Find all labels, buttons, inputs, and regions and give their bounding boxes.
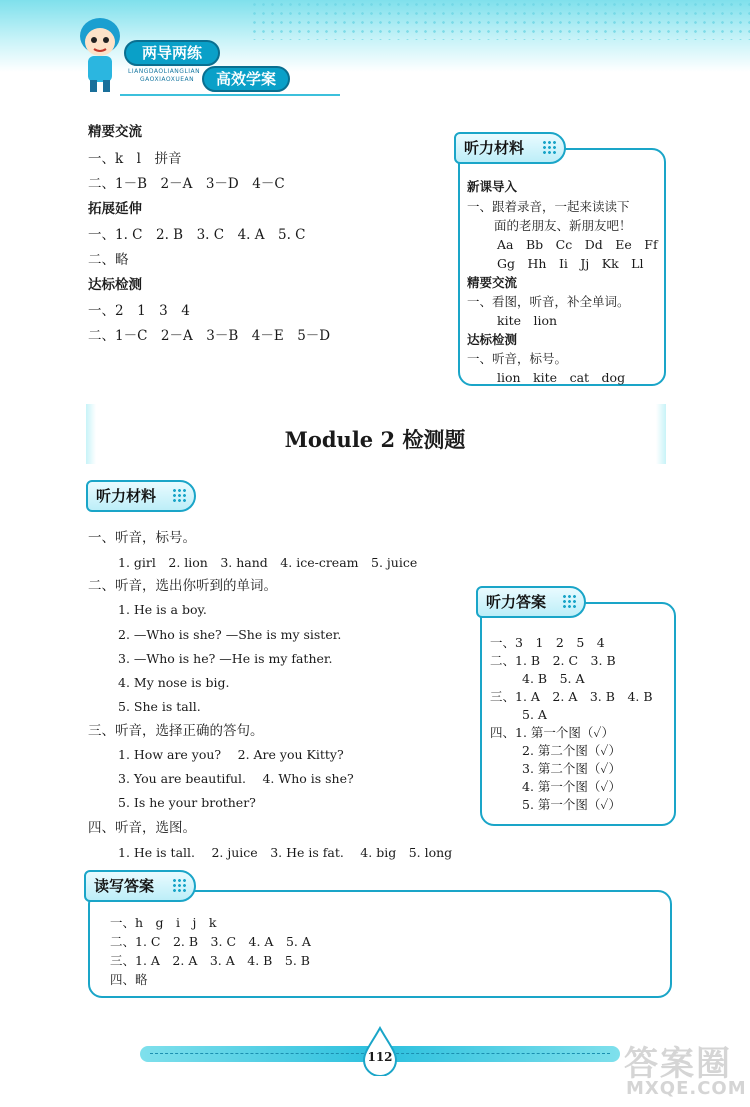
section-heading: 拓展延伸: [88, 201, 142, 217]
tag-label: 读写答案: [94, 877, 155, 895]
mascot-icon: [72, 16, 128, 94]
answer-line: 三、1. A 2. A 3. B 4. B: [490, 689, 653, 704]
watermark: [618, 1036, 747, 1102]
answer-line: 2. 第二个图（✓）: [522, 743, 621, 758]
answer-line: 一、h g i j k: [110, 915, 217, 930]
box-heading: 达标检测: [467, 332, 518, 347]
listening-answers-tag: [476, 586, 586, 618]
box-line: 一、听音，标号。: [467, 351, 568, 366]
box-line: kite lion: [497, 313, 558, 328]
answer-line: 二、1－C 2－A 3－B 4－E 5－D: [88, 328, 331, 344]
watermark-text-bottom: MXQE.COM: [626, 1078, 747, 1099]
dots-icon: [172, 488, 188, 504]
answer-line: 二、1. C 2. B 3. C 4. A 5. A: [110, 934, 311, 949]
answer-line: 3. 第二个图（✓）: [522, 761, 621, 776]
box-line: Gg Hh Ii Jj Kk Ll: [497, 256, 644, 271]
answer-line: 三、1. A 2. A 3. A 4. B 5. B: [110, 953, 310, 968]
brand-main-badge: 两导两练: [124, 40, 220, 66]
question-item: 4. My nose is big.: [118, 675, 230, 690]
question-heading: 三、听音，选择正确的答句。: [88, 723, 264, 739]
answer-line: 四、1. 第一个图（✓）: [490, 725, 614, 740]
box-line: 面的老朋友、新朋友吧！: [494, 218, 632, 233]
brand-secondary-badge: 高效学案: [202, 66, 290, 92]
question-item: 5. She is tall.: [118, 699, 201, 714]
dots-icon: [542, 140, 558, 156]
listening-tag-top: [454, 132, 566, 164]
question-item: 1. How are you? 2. Are you Kitty?: [118, 747, 344, 762]
question-items: 1. He is tall. 2. juice 3. He is fat. 4. big 5. long: [118, 845, 453, 860]
brand-underline: [120, 94, 340, 96]
listening-material-tag: [86, 480, 196, 512]
answer-line: 二、1－B 2－A 3－D 4－C: [88, 176, 285, 192]
box-heading: 新课导入: [467, 179, 518, 194]
answer-line: 一、2 1 3 4: [88, 303, 190, 319]
dots-icon: [172, 878, 188, 894]
brand-pinyin-line-1: LIANGDAOLIANGLIAN: [128, 68, 201, 75]
reading-answers-tag: [84, 870, 196, 902]
answer-line: 一、k l 拼音: [88, 151, 182, 167]
question-item: 5. Is he your brother?: [118, 795, 256, 810]
answer-line: 4. B 5. A: [522, 671, 585, 686]
section-heading: 达标检测: [88, 277, 142, 293]
box-line: Aa Bb Cc Dd Ee Ff: [497, 237, 658, 252]
question-items: 1. girl 2. lion 3. hand 4. ice-cream 5. juice: [118, 555, 418, 570]
watermark-text-top: 答案圈: [624, 1044, 732, 1084]
answer-line: 二、略: [88, 252, 129, 268]
question-heading: 四、听音，选图。: [88, 820, 196, 836]
box-line: lion kite cat dog: [497, 370, 626, 385]
module-title: Module 2 检测题: [284, 427, 466, 452]
answer-line: 一、3 1 2 5 4: [490, 635, 605, 650]
answer-line: 四、略: [110, 972, 148, 987]
brand-pinyin-line-2: GAOXIAOXUEAN: [140, 76, 195, 83]
box-line: 一、跟着录音，一起来读读下: [467, 199, 630, 214]
question-item: 3. —Who is he? —He is my father.: [118, 651, 333, 666]
answer-line: 4. 第一个图（✓）: [522, 779, 621, 794]
tag-label: 听力材料: [96, 487, 157, 505]
answer-line: 5. 第一个图（✓）: [522, 797, 621, 812]
question-heading: 二、听音，选出你听到的单词。: [88, 578, 277, 594]
header-dots-pattern: [250, 0, 750, 40]
box-line: 一、看图，听音，补全单词。: [467, 294, 630, 309]
page-number: 112: [367, 1050, 393, 1064]
tag-label: 听力材料: [464, 139, 525, 157]
brand-pinyin: [128, 68, 200, 84]
dots-icon: [562, 594, 578, 610]
question-item: 2. —Who is she? —She is my sister.: [118, 627, 342, 642]
tag-label: 听力答案: [486, 593, 547, 611]
question-item: 3. You are beautiful. 4. Who is she?: [118, 771, 354, 786]
answer-line: 二、1. B 2. C 3. B: [490, 653, 616, 668]
answer-line: 5. A: [522, 707, 547, 722]
question-item: 1. He is a boy.: [118, 602, 207, 617]
section-heading: 精要交流: [88, 124, 142, 140]
box-heading: 精要交流: [467, 275, 518, 290]
question-heading: 一、听音，标号。: [88, 530, 196, 546]
answer-line: 一、1. C 2. B 3. C 4. A 5. C: [88, 227, 306, 243]
